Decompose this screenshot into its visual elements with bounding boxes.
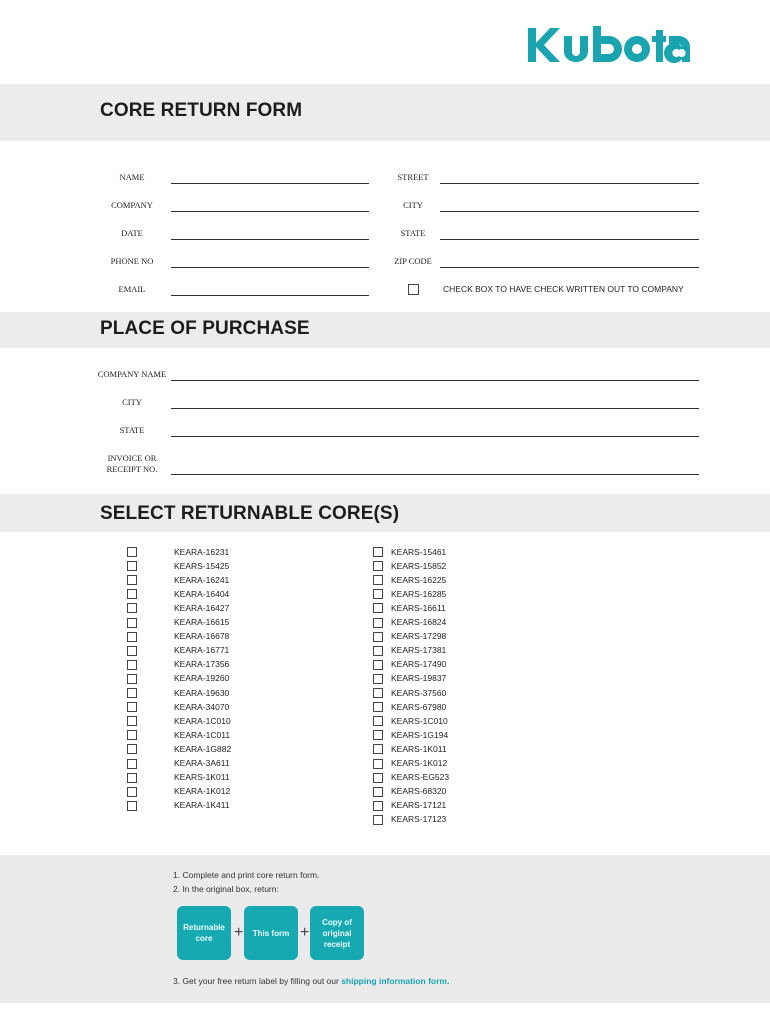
right-core-checkbox[interactable] xyxy=(373,589,383,599)
zip-field[interactable] xyxy=(440,267,699,268)
left-core-checkbox[interactable] xyxy=(127,730,137,740)
right-core-checkbox[interactable] xyxy=(373,561,383,571)
right-core-checkbox[interactable] xyxy=(373,702,383,712)
left-core-label: KEARS-15425 xyxy=(174,560,230,571)
street-field[interactable] xyxy=(440,183,699,184)
right-core-label: KEARS-16225 xyxy=(391,574,447,585)
left-core-label: KEARA-16427 xyxy=(174,602,230,613)
right-core-checkbox[interactable] xyxy=(373,759,383,769)
right-core-label: KEARS-16285 xyxy=(391,588,447,599)
date-field[interactable] xyxy=(171,239,369,240)
state-label: STATE xyxy=(400,228,426,238)
purchase-state-label: STATE xyxy=(119,425,145,435)
step-1: 1. Complete and print core return form. xyxy=(173,870,320,880)
left-core-label: KEARA-16615 xyxy=(174,617,230,627)
plus-1: + xyxy=(234,924,244,941)
left-core-checkbox[interactable] xyxy=(127,575,137,585)
this-form-box: This form xyxy=(244,906,298,960)
right-core-label: KEARS-1K012 xyxy=(391,758,448,768)
right-core-checkbox[interactable] xyxy=(373,660,383,670)
street-label: STREET xyxy=(397,172,429,182)
purchase-state-field[interactable] xyxy=(171,436,699,437)
right-core-checkbox[interactable] xyxy=(373,603,383,613)
purchase-company-label: COMPANY NAME xyxy=(97,369,167,379)
right-core-checkbox[interactable] xyxy=(373,773,383,783)
cores-band xyxy=(0,494,770,532)
name-field[interactable] xyxy=(171,183,369,184)
left-core-checkbox[interactable] xyxy=(127,561,137,571)
right-core-label: KEARS-17298 xyxy=(391,631,447,642)
right-core-label: KEARS-37560 xyxy=(391,687,447,698)
right-core-checkbox[interactable] xyxy=(373,801,383,811)
right-core-label: KEARS-1K011 xyxy=(391,743,447,754)
left-core-checkbox[interactable] xyxy=(127,773,137,783)
left-core-checkbox[interactable] xyxy=(127,801,137,811)
right-core-checkbox[interactable] xyxy=(373,787,383,797)
left-core-checkbox[interactable] xyxy=(127,632,137,642)
state-field[interactable] xyxy=(440,239,699,240)
right-core-checkbox[interactable] xyxy=(373,744,383,754)
invoice-label xyxy=(96,453,168,475)
right-core-checkbox[interactable] xyxy=(373,716,383,726)
shipping-form-link[interactable]: shipping information form. xyxy=(341,976,450,986)
left-core-checkbox[interactable] xyxy=(127,660,137,670)
right-core-checkbox[interactable] xyxy=(373,730,383,740)
phone-field[interactable] xyxy=(171,267,369,268)
left-core-label: KEARA-16678 xyxy=(174,631,230,642)
right-core-checkbox[interactable] xyxy=(373,618,383,628)
right-core-checkbox[interactable] xyxy=(373,575,383,585)
step-3 xyxy=(173,976,449,986)
left-core-checkbox[interactable] xyxy=(127,618,137,628)
city-field[interactable] xyxy=(440,211,699,212)
left-core-label: KEARA-1G882 xyxy=(174,743,232,754)
returnable-core-box: Returnable core xyxy=(177,906,231,960)
right-core-label: KEARS-17121 xyxy=(391,800,447,811)
form-title: CORE RETURN FORM xyxy=(100,100,303,121)
left-core-label: KEARA-19260 xyxy=(174,673,230,684)
right-core-checkbox[interactable] xyxy=(373,688,383,698)
left-core-label: KEARA-17356 xyxy=(174,659,230,670)
left-core-checkbox[interactable] xyxy=(127,744,137,754)
right-core-label: KEARS-17123 xyxy=(391,814,447,825)
right-core-label: KEARS-16824 xyxy=(391,617,447,627)
left-core-label: KEARA-16771 xyxy=(174,645,230,656)
right-core-label: KEARS-1G194 xyxy=(391,729,449,740)
left-core-label: KEARA-1C011 xyxy=(174,729,231,740)
name-label: NAME xyxy=(119,172,145,182)
city-label: CITY xyxy=(403,200,423,210)
right-core-checkbox[interactable] xyxy=(373,674,383,684)
plus-2: + xyxy=(300,924,310,941)
receipt-copy-box: Copy of original receipt xyxy=(310,906,364,960)
left-core-checkbox[interactable] xyxy=(127,688,137,698)
right-core-label: KEARS-16611 xyxy=(391,602,446,613)
right-core-label: KEARS-EG523 xyxy=(391,772,450,783)
left-core-label: KEARA-16404 xyxy=(174,588,230,599)
company-check-checkbox[interactable] xyxy=(408,284,419,295)
left-core-label: KEARA-1K411 xyxy=(174,800,230,811)
company-field[interactable] xyxy=(171,211,369,212)
right-core-label: KEARS-15852 xyxy=(391,560,447,571)
left-core-checkbox[interactable] xyxy=(127,716,137,726)
zip-label: ZIP CODE xyxy=(394,256,432,266)
purchase-company-field[interactable] xyxy=(171,380,699,381)
right-core-checkbox[interactable] xyxy=(373,815,383,825)
left-core-label: KEARA-34070 xyxy=(174,701,230,712)
right-core-label: KEARS-17381 xyxy=(391,645,447,656)
purchase-band xyxy=(0,312,770,348)
right-core-checkbox[interactable] xyxy=(373,547,383,557)
left-core-label: KEARA-19630 xyxy=(174,687,230,698)
left-core-checkbox[interactable] xyxy=(127,646,137,656)
header-band xyxy=(0,84,770,141)
phone-label: PHONE NO xyxy=(110,256,154,266)
invoice-label-line1: INVOICE OR xyxy=(107,453,157,463)
left-core-label: KEARA-3A611 xyxy=(174,758,230,768)
cores-title: SELECT RETURNABLE CORE(S) xyxy=(100,503,400,524)
purchase-city-field[interactable] xyxy=(171,408,699,409)
kubota-logo xyxy=(526,24,692,66)
left-core-label: KEARA-1K012 xyxy=(174,786,231,797)
left-core-label: KEARS-1K011 xyxy=(174,772,230,783)
right-core-label: KEARS-1C010 xyxy=(391,715,448,726)
step-3-text: 3. Get your free return label by filling out our xyxy=(173,976,342,986)
left-core-checkbox[interactable] xyxy=(127,702,137,712)
right-core-checkbox[interactable] xyxy=(373,646,383,656)
left-core-checkbox[interactable] xyxy=(127,603,137,613)
purchase-title: PLACE OF PURCHASE xyxy=(100,318,310,339)
left-core-label: KEARA-16231 xyxy=(174,546,230,557)
invoice-field[interactable] xyxy=(171,474,699,475)
left-core-checkbox[interactable] xyxy=(127,759,137,769)
left-core-checkbox[interactable] xyxy=(127,589,137,599)
right-core-label: KEARS-19837 xyxy=(391,673,447,684)
purchase-city-label: CITY xyxy=(122,397,142,407)
date-label: DATE xyxy=(121,228,143,238)
left-core-checkbox[interactable] xyxy=(127,787,137,797)
company-check-label: CHECK BOX TO HAVE CHECK WRITTEN OUT TO COMPANY xyxy=(443,284,684,294)
left-core-label: KEARA-16241 xyxy=(174,574,230,585)
right-core-label: KEARS-68320 xyxy=(391,786,447,797)
email-label: EMAIL xyxy=(118,284,146,294)
company-label: COMPANY xyxy=(111,200,153,210)
invoice-label-line2: RECEIPT NO. xyxy=(106,464,158,474)
right-core-label: KEARS-17490 xyxy=(391,659,447,670)
left-core-checkbox[interactable] xyxy=(127,674,137,684)
right-core-checkbox[interactable] xyxy=(373,632,383,642)
right-core-label: KEARS-67980 xyxy=(391,701,447,712)
step-2: 2. In the original box, return: xyxy=(173,884,279,894)
right-core-label: KEARS-15461 xyxy=(391,546,447,557)
left-core-checkbox[interactable] xyxy=(127,547,137,557)
email-field[interactable] xyxy=(171,295,369,296)
left-core-label: KEARA-1C010 xyxy=(174,715,231,726)
